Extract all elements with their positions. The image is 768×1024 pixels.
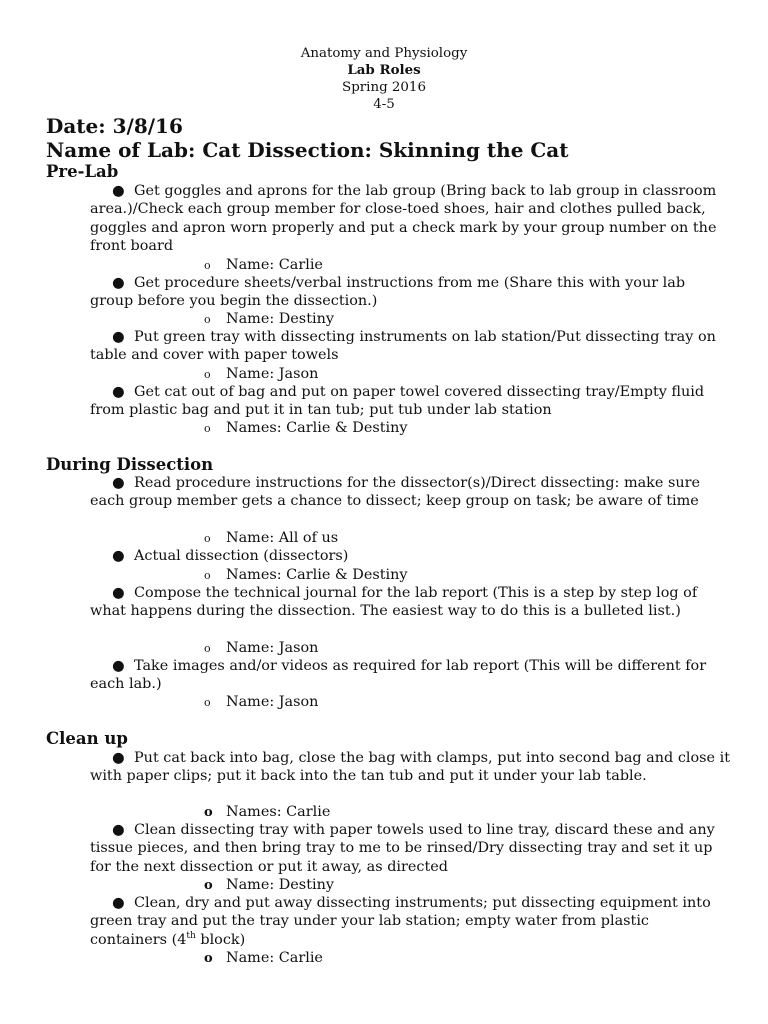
role-name: Name: Destiny bbox=[226, 877, 334, 893]
list-item-text: Take images and/or videos as required for lab report (This will be different for each lab.) bbox=[90, 658, 707, 693]
list-item bbox=[90, 749, 730, 786]
sub-bullet-icon: o bbox=[204, 642, 211, 655]
role-assignment bbox=[204, 876, 334, 895]
role-assignment bbox=[204, 639, 318, 658]
sub-bullet-icon: o bbox=[204, 368, 211, 381]
list-item bbox=[90, 328, 730, 365]
role-name: Name: Carlie bbox=[226, 257, 323, 273]
bullet-icon: ● bbox=[112, 183, 125, 199]
list-item-text: Clean, dry and put away dissecting instruments; put dissecting equipment into green tray and put the tray under your lab station; empty water from plastic containers (4 bbox=[90, 895, 711, 948]
bullet-icon: ● bbox=[112, 658, 125, 674]
term: Spring 2016 bbox=[342, 80, 426, 95]
bullet-icon: ● bbox=[112, 384, 125, 400]
list-item-text: Put cat back into bag, close the bag with clamps, put into second bag and close it with paper clips; put it back into the tan tub and put it under your lab table. bbox=[90, 750, 731, 785]
bullet-icon: ● bbox=[112, 895, 125, 911]
role-assignment bbox=[204, 529, 338, 548]
sub-bullet-icon: o bbox=[204, 878, 213, 893]
list-item bbox=[90, 584, 730, 621]
list-item-text: Read procedure instructions for the dissector(s)/Direct dissecting: make sure each group member gets a chance to dissect; keep group on task; be aware of time bbox=[90, 475, 701, 510]
list-item-text: Get goggles and aprons for the lab group (Bring back to lab group in classroom area.)/Check each group member for close-toed shoes, hair and clothes pulled back, goggles and apron worn properly and put a check mark by your group number on the front board bbox=[90, 183, 717, 254]
role-assignment bbox=[204, 310, 334, 329]
sub-bullet-icon: o bbox=[204, 805, 213, 820]
course-name: Anatomy and Physiology bbox=[300, 46, 468, 61]
bullet-icon: ● bbox=[112, 750, 125, 766]
list-item-text: Compose the technical journal for the lab report (This is a step by step log of what happens during the dissection. The easiest way to do this is a bulleted list.) bbox=[90, 585, 698, 620]
bullet-icon: ● bbox=[112, 275, 125, 291]
list-item bbox=[90, 657, 730, 694]
role-assignment bbox=[204, 566, 408, 585]
list-item bbox=[90, 383, 730, 420]
list-item-text-end: block) bbox=[195, 931, 246, 948]
list-item bbox=[90, 274, 730, 311]
list-item-text: Actual dissection (dissectors) bbox=[134, 548, 349, 564]
list-item-text: Clean dissecting tray with paper towels used to line tray, discard these and any tissue pieces, and then bring tray to me to be rinsed/Dry dissecting tray and set it up for the next dissection or put it away, as directed bbox=[90, 822, 715, 875]
role-assignment bbox=[204, 803, 330, 822]
role-name: Names: Carlie bbox=[226, 804, 331, 820]
document-title: Lab Roles bbox=[347, 62, 421, 78]
sub-bullet-icon: o bbox=[204, 313, 211, 326]
sub-bullet-icon: o bbox=[204, 951, 213, 966]
role-name: Name: All of us bbox=[226, 530, 339, 546]
sub-bullet-icon: o bbox=[204, 422, 211, 435]
role-assignment bbox=[204, 949, 323, 968]
role-name: Names: Carlie & Destiny bbox=[226, 567, 408, 583]
section-title-during-dissection: During Dissection bbox=[46, 455, 214, 474]
document-header bbox=[0, 45, 768, 113]
role-name: Name: Jason bbox=[226, 640, 319, 656]
role-name: Names: Carlie & Destiny bbox=[226, 420, 408, 436]
sub-bullet-icon: o bbox=[204, 532, 211, 545]
role-name: Name: Destiny bbox=[226, 311, 334, 327]
section-title-clean-up: Clean up bbox=[46, 729, 128, 748]
role-name: Name: Carlie bbox=[226, 950, 323, 966]
role-assignment bbox=[204, 419, 408, 438]
list-item bbox=[90, 821, 730, 876]
list-item-text: Get procedure sheets/verbal instructions from me (Share this with your lab group before you begin the dissection.) bbox=[90, 275, 686, 310]
bullet-icon: ● bbox=[112, 822, 125, 838]
list-item bbox=[90, 894, 730, 949]
lab-name: Name of Lab: Cat Dissection: Skinning the Cat bbox=[46, 138, 569, 162]
list-item bbox=[90, 182, 730, 255]
role-assignment bbox=[204, 365, 318, 384]
bullet-icon: ● bbox=[112, 475, 125, 491]
list-item bbox=[90, 547, 730, 565]
bullet-icon: ● bbox=[112, 585, 125, 601]
date-line: Date: 3/8/16 bbox=[46, 114, 183, 138]
list-item bbox=[90, 474, 730, 511]
period: 4-5 bbox=[373, 97, 395, 112]
sub-bullet-icon: o bbox=[204, 696, 211, 709]
role-name: Name: Jason bbox=[226, 366, 319, 382]
sub-bullet-icon: o bbox=[204, 569, 211, 582]
role-name: Name: Jason bbox=[226, 694, 319, 710]
bullet-icon: ● bbox=[112, 329, 125, 345]
superscript: th bbox=[186, 930, 196, 941]
role-assignment bbox=[204, 256, 323, 275]
bullet-icon: ● bbox=[112, 548, 125, 564]
list-item-text: Get cat out of bag and put on paper towel covered dissecting tray/Empty fluid from plastic bag and put it in tan tub; put tub under lab station bbox=[90, 384, 705, 419]
section-title-prelab: Pre-Lab bbox=[46, 162, 119, 181]
list-item-text: Put green tray with dissecting instruments on lab station/Put dissecting tray on table and cover with paper towels bbox=[90, 329, 716, 364]
sub-bullet-icon: o bbox=[204, 259, 211, 272]
role-assignment bbox=[204, 693, 318, 712]
